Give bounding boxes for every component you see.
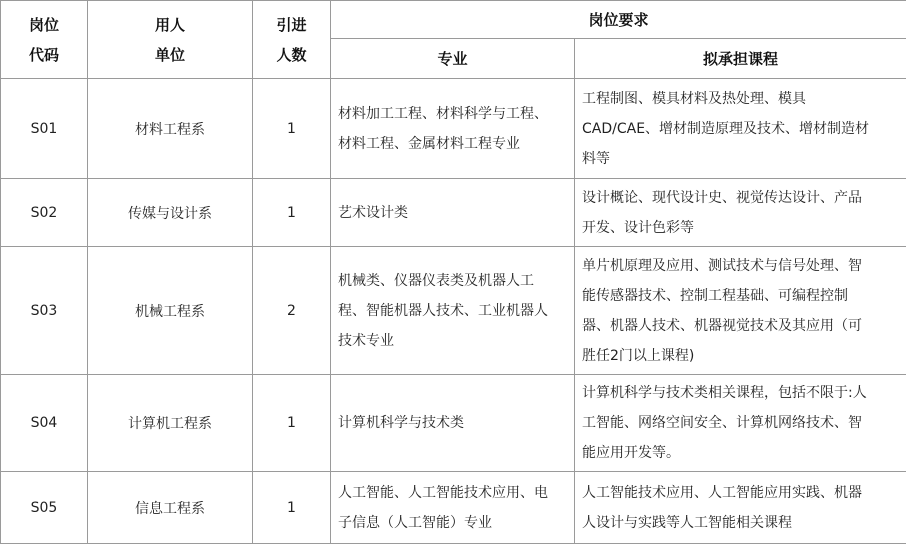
position-code: S05 [1, 472, 88, 544]
courses-line: 设计概论、现代设计史、视觉传达设计、产品 [582, 189, 862, 206]
major-line: 子信息（人工智能）专业 [338, 514, 492, 531]
courses-line: CAD/CAE、增材制造原理及技术、增材制造材 [582, 120, 870, 137]
major-cell [331, 472, 575, 544]
courses-line: 单片机原理及应用、测试技术与信号处理、智 [582, 257, 862, 274]
courses-cell [575, 79, 906, 179]
courses-cell [575, 179, 906, 247]
table-row [1, 179, 906, 247]
header-position-code [1, 1, 88, 79]
courses-cell [575, 247, 906, 375]
courses-line: 工程制图、模具材料及热处理、模具 [582, 90, 806, 107]
courses-cell [575, 472, 906, 544]
courses-line: 开发、设计色彩等 [582, 219, 694, 236]
courses-line: 人工智能技术应用、人工智能应用实践、机器 [582, 484, 862, 501]
major-line: 机械类、仪器仪表类及机器人工 [338, 272, 534, 289]
header-employer-unit [88, 1, 253, 79]
position-code: S02 [1, 179, 88, 247]
major-line: 人工智能、人工智能技术应用、电 [338, 484, 548, 501]
employer-unit: 传媒与设计系 [88, 179, 253, 247]
courses-cell [575, 375, 906, 472]
header-code-line2: 代码 [28, 45, 59, 64]
major-cell [331, 247, 575, 375]
header-code-line1: 岗位 [28, 15, 59, 34]
header-unit-line2: 单位 [154, 45, 185, 64]
major-line: 材料工程、金属材料工程专业 [338, 135, 520, 152]
employer-unit: 机械工程系 [88, 247, 253, 375]
table-row [1, 247, 906, 375]
major-line: 程、智能机器人技术、工业机器人 [338, 302, 548, 319]
header-requirements: 岗位要求 [331, 1, 906, 39]
position-code: S01 [1, 79, 88, 179]
header-unit-line1: 用人 [154, 15, 185, 34]
courses-line: 器、机器人技术、机器视觉技术及其应用（可 [582, 317, 862, 334]
table-row [1, 79, 906, 179]
major-cell [331, 375, 575, 472]
header-courses: 拟承担课程 [575, 39, 906, 79]
courses-line: 能应用开发等。 [582, 445, 680, 461]
courses-line: 工智能、网络空间安全、计算机网络技术、智 [582, 415, 862, 431]
courses-line: 计算机科学与技术类相关课程，包括不限于:人 [582, 385, 867, 401]
header-count-line1: 引进 [276, 15, 307, 34]
courses-line: 能传感器技术、控制工程基础、可编程控制 [582, 287, 848, 304]
courses-line: 人设计与实践等人工智能相关课程 [582, 514, 792, 531]
position-code: S04 [1, 375, 88, 472]
position-code: S03 [1, 247, 88, 375]
header-count-line2: 人数 [276, 45, 307, 64]
courses-line: 胜任2门以上课程) [582, 347, 695, 364]
header-headcount [253, 1, 331, 79]
headcount: 1 [253, 472, 331, 544]
major-cell [331, 179, 575, 247]
employer-unit: 信息工程系 [88, 472, 253, 544]
major-line: 计算机科学与技术类 [338, 415, 464, 431]
major-line: 材料加工工程、材料科学与工程、 [338, 105, 548, 122]
headcount: 1 [253, 179, 331, 247]
headcount: 1 [253, 79, 331, 179]
headcount: 1 [253, 375, 331, 472]
major-line: 技术专业 [338, 332, 394, 349]
employer-unit: 计算机工程系 [88, 375, 253, 472]
table-row [1, 472, 906, 544]
table-row [1, 375, 906, 472]
headcount: 2 [253, 247, 331, 375]
employer-unit: 材料工程系 [88, 79, 253, 179]
major-cell [331, 79, 575, 179]
header-major: 专业 [331, 39, 575, 79]
courses-line: 料等 [582, 150, 610, 167]
major-line: 艺术设计类 [338, 204, 408, 221]
